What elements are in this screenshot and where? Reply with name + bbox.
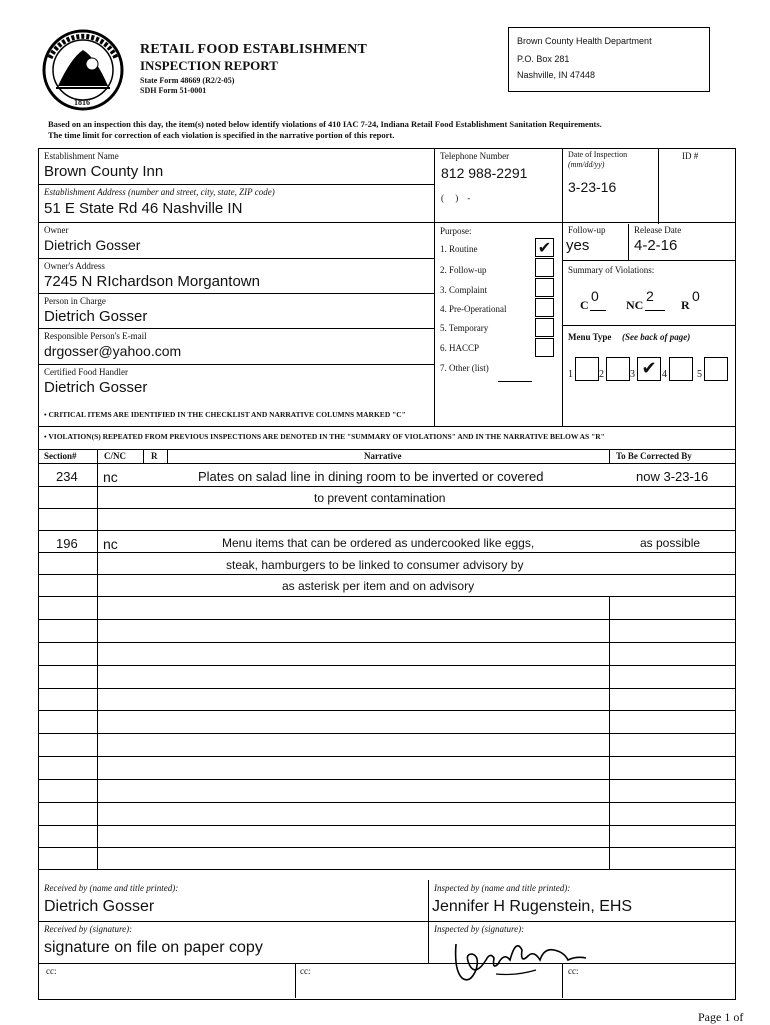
owner-label: Owner bbox=[44, 225, 69, 235]
purpose-temporary: 5. Temporary bbox=[440, 323, 489, 333]
sdh-form-number: SDH Form 51-0001 bbox=[140, 86, 207, 95]
purpose-routine-checkbox[interactable]: ✔ bbox=[535, 238, 554, 257]
cc-2-label: cc: bbox=[300, 966, 311, 976]
menu-type-4-box[interactable] bbox=[669, 357, 693, 381]
menu-type-5-label: 5 bbox=[697, 369, 702, 380]
followup-label: Follow-up bbox=[568, 225, 606, 235]
row-4-narrative[interactable]: Menu items that can be ordered as undercooked like eggs, bbox=[222, 536, 535, 550]
intro-line-2: The time limit for correction of each violation is specified in the narrative portion of this report. bbox=[48, 130, 395, 140]
purpose-complaint-checkbox[interactable] bbox=[535, 278, 554, 297]
date-of-inspection[interactable]: 3-23-16 bbox=[568, 179, 617, 195]
date-format-hint: (mm/dd/yy) bbox=[568, 160, 605, 169]
establishment-address-label: Establishment Address (number and street, city, state, ZIP code) bbox=[44, 187, 275, 197]
menu-type-2-label: 2 bbox=[599, 369, 604, 380]
summary-r-label: R bbox=[681, 298, 690, 312]
owner-address[interactable]: 7245 N RIchardson Morgantown bbox=[44, 273, 260, 290]
responsible-email[interactable]: drgosser@yahoo.com bbox=[44, 343, 182, 359]
department-city: Nashville, IN 47448 bbox=[517, 70, 596, 80]
certified-food-handler[interactable]: Dietrich Gosser bbox=[44, 379, 148, 396]
purpose-preoperational: 4. Pre-Operational bbox=[440, 304, 507, 314]
telephone-label: Telephone Number bbox=[440, 151, 510, 161]
page-number: Page 1 of bbox=[698, 1010, 744, 1024]
summary-nc-label: NC bbox=[626, 298, 644, 312]
department-address-box bbox=[508, 27, 710, 92]
purpose-other-line[interactable] bbox=[498, 381, 532, 382]
received-by-name[interactable]: Dietrich Gosser bbox=[44, 898, 155, 915]
release-date-label: Release Date bbox=[634, 225, 682, 235]
release-date[interactable]: 4-2-16 bbox=[634, 237, 678, 254]
intro-line-1: Based on an inspection this day, the item(s) noted below identify violations of 410 IAC 7-24, Indiana Retail Food Establishment Sanitation Requirements. bbox=[48, 119, 602, 129]
inspector-signature-image bbox=[436, 930, 596, 986]
row-4-section[interactable]: 196 bbox=[56, 536, 78, 551]
owner-name[interactable]: Dietrich Gosser bbox=[44, 237, 141, 253]
menu-type-3-box[interactable]: ✔ bbox=[637, 357, 661, 381]
id-label: ID # bbox=[682, 151, 699, 161]
menu-type-1-label: 1 bbox=[568, 369, 573, 380]
telephone-number[interactable]: 812 988-2291 bbox=[441, 165, 528, 181]
summary-nc-value[interactable]: 2 bbox=[646, 288, 654, 304]
menu-type-3-label: 3 bbox=[630, 369, 635, 380]
purpose-label: Purpose: bbox=[440, 226, 472, 236]
row-5-narrative[interactable]: steak, hamburgers to be linked to consumer advisory by bbox=[226, 558, 524, 572]
person-in-charge[interactable]: Dietrich Gosser bbox=[44, 308, 148, 325]
menu-type-2-box[interactable] bbox=[606, 357, 630, 381]
row-6-narrative[interactable]: as asterisk per item and on advisory bbox=[282, 579, 475, 593]
row-1-section[interactable]: 234 bbox=[56, 469, 78, 484]
purpose-followup-checkbox[interactable] bbox=[535, 258, 554, 277]
email-label: Responsible Person's E-mail bbox=[44, 331, 147, 341]
person-in-charge-label: Person in Charge bbox=[44, 296, 106, 306]
received-by-label: Received by (name and title printed): bbox=[44, 883, 179, 893]
row-1-narrative[interactable]: Plates on salad line in dining room to be inverted or covered bbox=[198, 469, 544, 484]
inspected-by-label: Inspected by (name and title printed): bbox=[434, 883, 571, 893]
summary-c-label: C bbox=[580, 298, 589, 312]
inspected-signature-label: Inspected by (signature): bbox=[434, 924, 525, 934]
state-seal bbox=[36, 28, 134, 112]
purpose-complaint: 3. Complaint bbox=[440, 285, 487, 295]
row-1-corrected[interactable]: now 3-23-16 bbox=[636, 469, 709, 484]
received-signature-label: Received by (signature): bbox=[44, 924, 133, 934]
seal-year: 1816 bbox=[74, 98, 90, 107]
summary-of-violations-label: Summary of Violations: bbox=[568, 265, 655, 275]
received-signature[interactable]: signature on file on paper copy bbox=[44, 939, 263, 956]
followup-value[interactable]: yes bbox=[566, 237, 590, 254]
col-r-header: R bbox=[151, 451, 158, 461]
col-narrative-header: Narrative bbox=[364, 451, 402, 461]
certified-food-handler-label: Certified Food Handler bbox=[44, 367, 128, 377]
purpose-temporary-checkbox[interactable] bbox=[535, 318, 554, 337]
owner-address-label: Owner's Address bbox=[44, 261, 105, 271]
purpose-followup: 2. Follow-up bbox=[440, 265, 487, 275]
establishment-name-label: Establishment Name bbox=[44, 151, 119, 161]
department-po-box: P.O. Box 281 bbox=[517, 54, 570, 64]
state-form-number: State Form 48669 (R2/2-05) bbox=[140, 76, 235, 85]
menu-type-5-box[interactable] bbox=[704, 357, 728, 381]
purpose-haccp-checkbox[interactable] bbox=[535, 338, 554, 357]
establishment-name[interactable]: Brown County Inn bbox=[44, 163, 164, 180]
row-1-cnc[interactable]: nc bbox=[103, 469, 118, 485]
col-corrected-header: To Be Corrected By bbox=[616, 451, 692, 461]
row-4-cnc[interactable]: nc bbox=[103, 536, 118, 552]
telephone-secondary[interactable]: ( ) - bbox=[441, 193, 471, 203]
report-title: RETAIL FOOD ESTABLISHMENT bbox=[140, 42, 368, 57]
menu-type-label: Menu Type bbox=[568, 332, 612, 342]
cc-3-label: cc: bbox=[568, 966, 579, 976]
menu-type-note: (See back of page) bbox=[622, 332, 691, 342]
establishment-address[interactable]: 51 E State Rd 46 Nashville IN bbox=[44, 200, 243, 217]
purpose-preoperational-checkbox[interactable] bbox=[535, 298, 554, 317]
col-cnc-header: C/NC bbox=[104, 451, 126, 461]
repeated-violations-note: • VIOLATION(S) REPEATED FROM PREVIOUS INSPECTIONS ARE DENOTED IN THE "SUMMARY OF VIOLATIONS" AND IN THE NARRATIVE BELOW AS "R" bbox=[44, 432, 605, 441]
row-2-narrative[interactable]: to prevent contamination bbox=[314, 491, 446, 505]
critical-items-note: • CRITICAL ITEMS ARE IDENTIFIED IN THE CHECKLIST AND NARRATIVE COLUMNS MARKED "C" bbox=[44, 410, 406, 419]
menu-type-4-label: 4 bbox=[662, 369, 667, 380]
menu-type-1-box[interactable] bbox=[575, 357, 599, 381]
col-section-header: Section# bbox=[44, 451, 77, 461]
purpose-haccp: 6. HACCP bbox=[440, 343, 480, 353]
date-of-inspection-label: Date of Inspection bbox=[568, 150, 628, 159]
purpose-routine: 1. Routine bbox=[440, 244, 478, 254]
report-subtitle: INSPECTION REPORT bbox=[140, 58, 278, 73]
department-name: Brown County Health Department bbox=[517, 36, 652, 46]
inspected-by-name[interactable]: Jennifer H Rugenstein, EHS bbox=[432, 898, 633, 915]
cc-1-label: cc: bbox=[46, 966, 57, 976]
summary-r-value[interactable]: 0 bbox=[692, 288, 700, 304]
purpose-other: 7. Other (list) bbox=[440, 363, 489, 373]
summary-c-value[interactable]: 0 bbox=[591, 288, 599, 304]
row-4-corrected[interactable]: as possible bbox=[640, 536, 701, 550]
